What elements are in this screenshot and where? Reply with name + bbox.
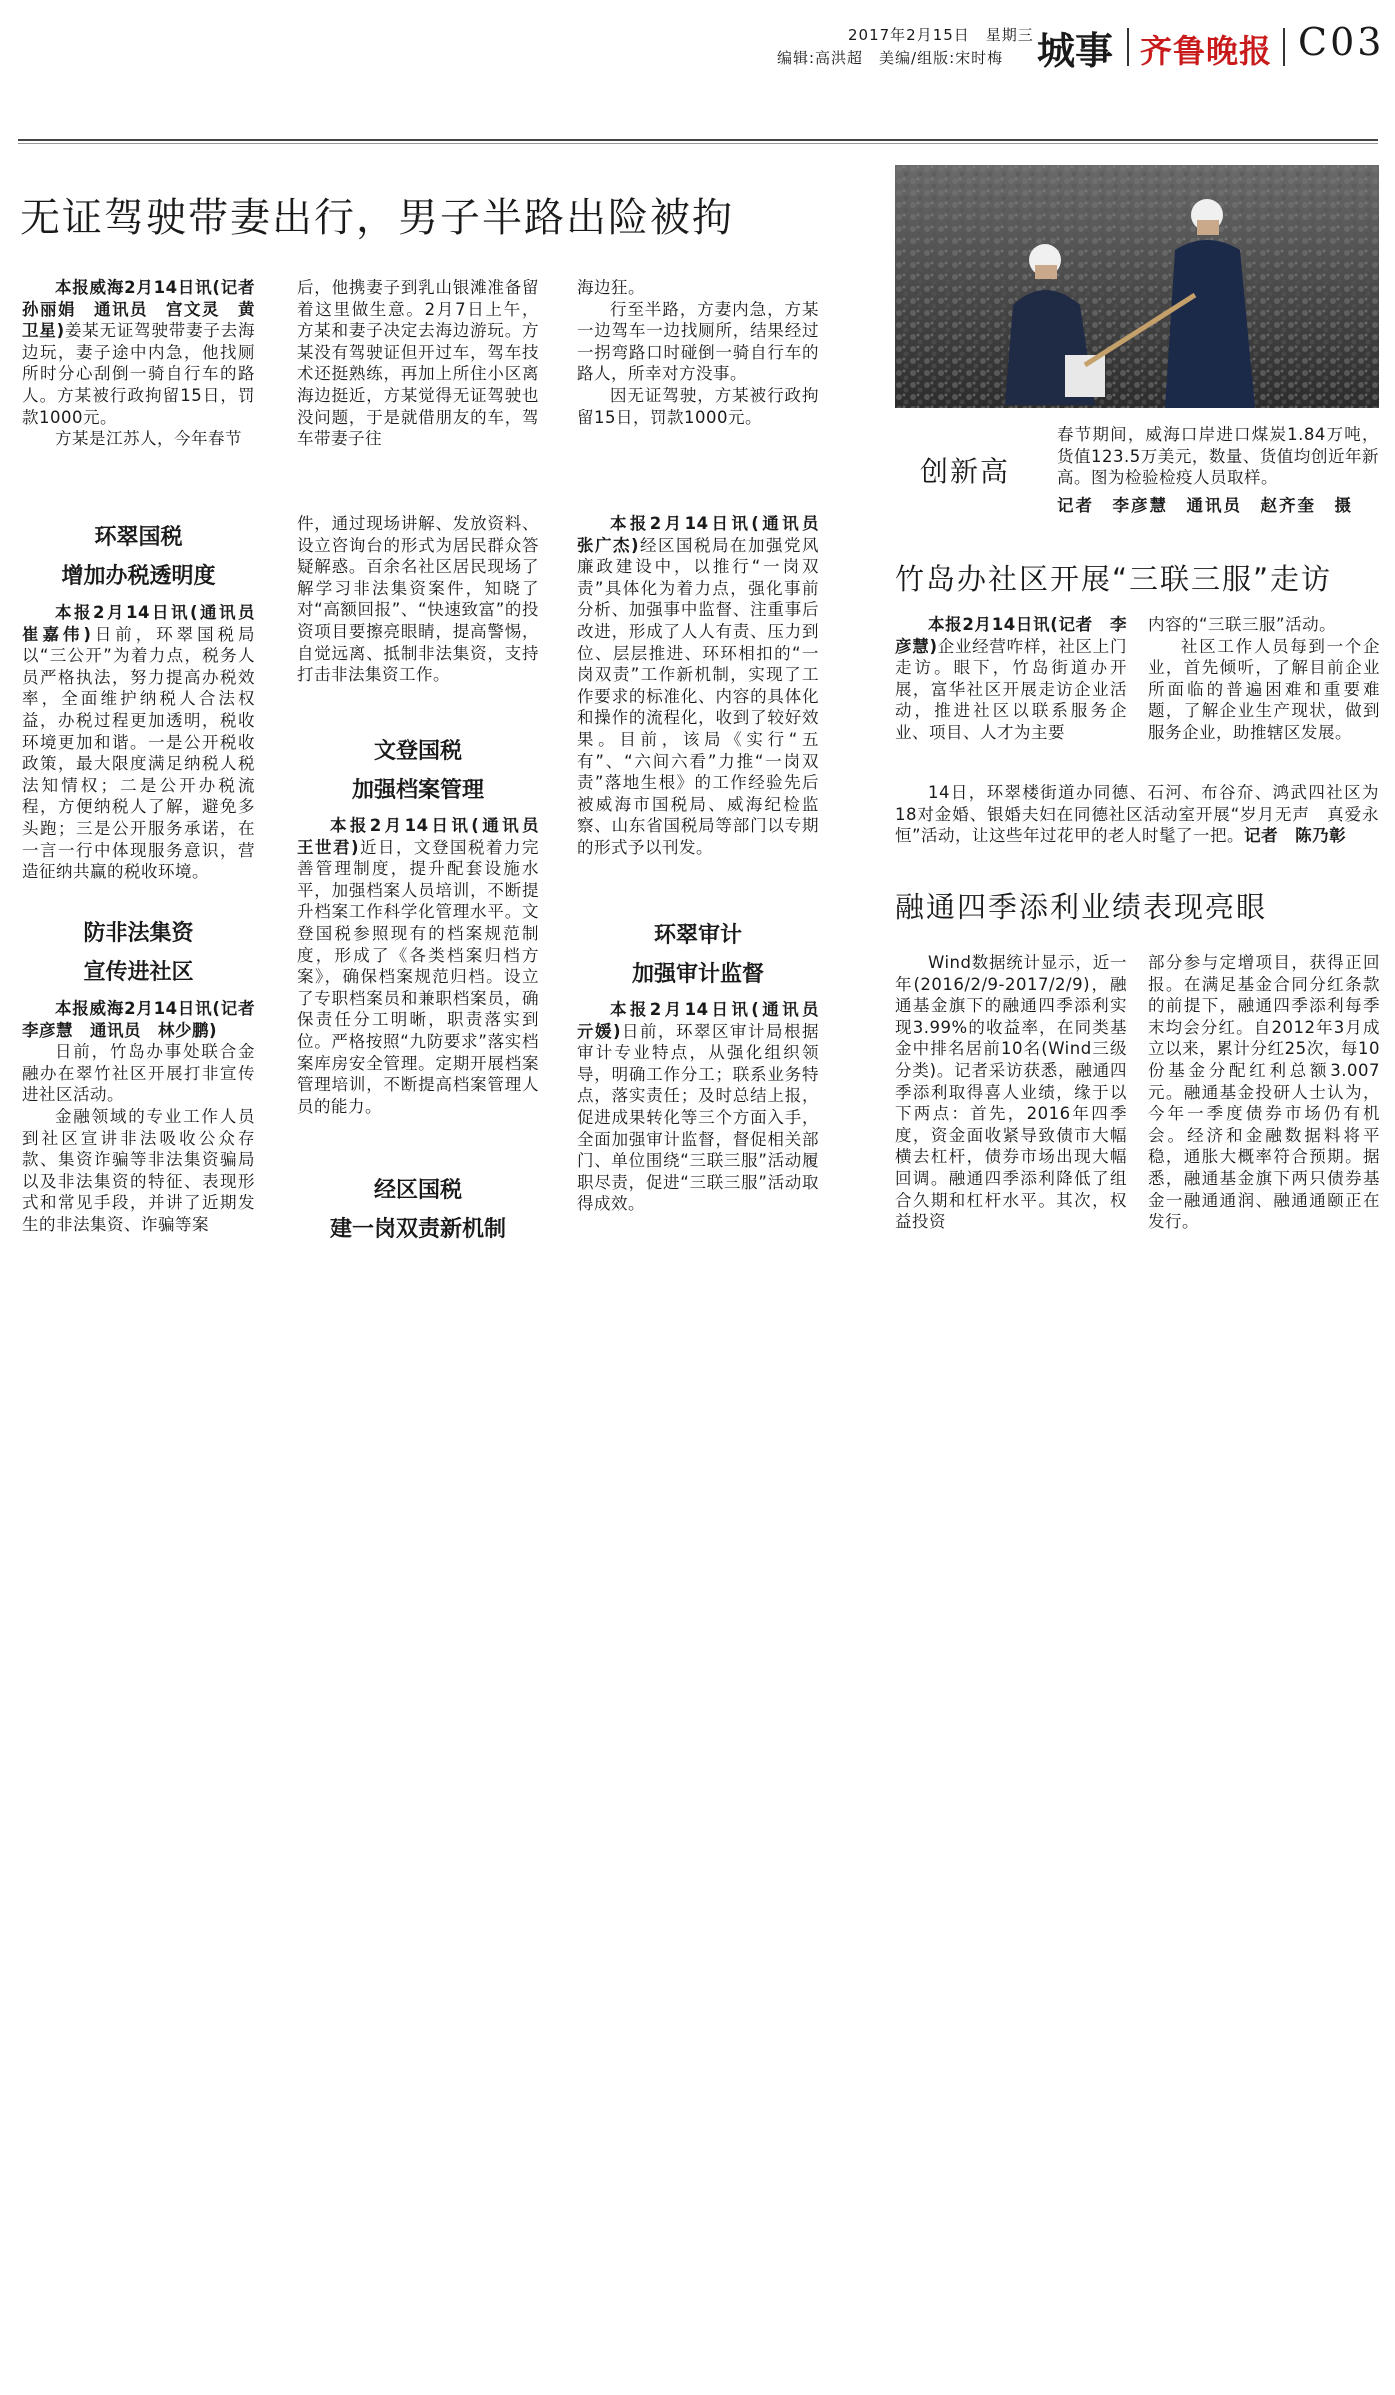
article-paragraph: 海边狂。 <box>577 278 645 297</box>
article-lead: 本报威海2月14日讯(记者 孙丽娟 通讯员 宫文灵 黄卫星) <box>22 278 272 341</box>
photo-title: 创新高 <box>920 455 1011 488</box>
brief-subheading: 加强档案管理 <box>351 778 484 803</box>
brief-lead: 本报威海2月14日讯(记者 李彦慧 通讯员 林少鹏) <box>22 999 272 1040</box>
article-headline: 竹岛办社区开展“三联三服”走访 <box>895 562 1333 596</box>
article-headline: 无证驾驶带妻出行，男子半路出险被拘 <box>20 195 734 241</box>
article-column <box>895 614 1127 744</box>
header-divider <box>1283 28 1285 66</box>
brief-body <box>22 998 272 1236</box>
brief-lead: 本报2月14日讯(通讯员 亓媛) <box>577 1000 836 1041</box>
brief-lead: 本报2月14日讯(通讯员 崔嘉伟) <box>22 603 272 644</box>
brief-text: 14日，环翠楼街道办同德、石河、布谷夼、鸿武四社区为18对金婚、银婚夫妇在同德社区活动室开展“岁月无声 真爱永恒”活动，让这些年过花甲的老人时髦了一把。 <box>895 783 1379 846</box>
brief-body <box>22 602 272 883</box>
article-paragraph: 后，他携妻子到乳山银滩准备留着这里做生意。2月7日上午，方某和妻子决定去海边游玩。方某没有驾驶证但开过车，驾车技术还挺熟练，再加上所住小区离海边挺近，方某觉得无证驾驶也没问题，于是就借朋友的车，驾车带妻子往 <box>297 278 539 449</box>
article-paragraph: 社区工作人员每到一个企业，首先倾听，了解目前企业所面临的普遍困难和重要难题，了解企业生产现状，做到服务企业，助推辖区发展。 <box>1148 636 1380 742</box>
brief-body <box>297 815 556 1117</box>
article-column <box>895 952 1127 1233</box>
news-brief <box>895 782 1379 847</box>
article-paragraph: 方某是江苏人，今年春节 <box>55 429 242 449</box>
news-photo <box>895 165 1379 408</box>
brief-text: 金融领域的专业工作人员到社区宣讲非法吸收公众存款、集资诈骗等非法集资骗局以及非法集资的特征、表现形式和常见手段，并讲了近期发生的非法集资、诈骗等案 <box>22 1106 255 1234</box>
article-column <box>22 277 272 450</box>
article-body: 企业经营咋样，社区上门走访。眼下，竹岛街道办开展，富华社区开展走访企业活动，推进社区以联系服务企业、项目、人才为主要 <box>895 636 1127 742</box>
brief-body <box>297 513 539 686</box>
brief-heading: 环翠审计 <box>653 923 742 948</box>
brief-lead: 本报2月14日讯(通讯员 张广杰) <box>577 514 836 555</box>
section-name: 城事 <box>1037 28 1114 73</box>
article-headline: 融通四季添利业绩表现亮眼 <box>895 890 1268 924</box>
photo-caption: 春节期间，威海口岸进口煤炭1.84万吨，货值123.5万美元，数量、货值均创近年新高。图为检验检疫人员取样。 <box>1057 425 1379 488</box>
article-paragraph: 因无证驾驶，方某被行政拘留15日，罚款1000元。 <box>577 385 819 427</box>
article-column <box>577 277 819 428</box>
header-rule <box>18 139 1378 141</box>
brief-text: 近日，文登国税着力完善管理制度，提升配套设施水平，加强档案人员培训，不断提升档案工作科学化管理水平。文登国税参照现有的档案规范制度，形成了《各类档案归档方案》，确保档案规范归档。设立了专职档案员和兼职档案员，确保责任分工明晰，职责落实到位。严格按照“九防要求”落实档案库房安全管理。定期开展档案管理培训，不断提高档案管理人员的能力。 <box>297 837 539 1116</box>
brief-heading: 文登国税 <box>373 739 462 764</box>
brief-text: 日前，环翠区审计局根据审计专业特点，从强化组织领导，明确工作分工；联系业务特点，落实责任；及时总结上报，促进成果转化等三个方面入手，全面加强审计监督，督促相关部门、单位围绕“三联三服”活动履职尽责，促进“三联三服”活动取得成效。 <box>577 1021 820 1214</box>
article-paragraph: 内容的“三联三服”活动。 <box>1148 615 1337 634</box>
brief-body <box>577 513 836 859</box>
brief-heading: 防非法集资 <box>83 921 194 946</box>
article-body: 姜某无证驾驶带妻子去海边玩，妻子途中内急，他找厕所时分心刮倒一骑自行车的路人。方某被行政拘留15日，罚款1000元。 <box>22 321 256 427</box>
article-column <box>1148 952 1380 1233</box>
coal-inspection-photo <box>895 165 1379 408</box>
article-lead: 本报2月14日讯(记者 李彦慧) <box>895 615 1127 656</box>
brief-subheading: 宣传进社区 <box>83 960 194 985</box>
brief-body <box>577 999 836 1215</box>
brief-heading: 经区国税 <box>373 1178 462 1203</box>
issue-date: 2017年2月15日 星期三 <box>848 26 1034 44</box>
brief-lead: 本报2月14日讯(通讯员 王世君) <box>297 816 556 857</box>
brief-text: 经区国税局在加强党风廉政建设中，以推行“一岗双责”具体化为着力点，强化事前分析、加强事中监督、注重事后改进，形成了人人有责、压力到位、层层推进、环环相扣的“一岗双责”工作新机制，实现了工作要求的标准化、内容的具体化和操作的流程化，收到了较好效果。目前，该局《实行“五有”、“六间六看”力推“一岗双责”落地生根》的工作经验先后被威海市国税局、威海纪检监察、山东省国税局等部门以专期的形式予以刊发。 <box>577 535 819 857</box>
article-paragraph: 行至半路，方妻内急，方某一边驾车一边找厕所，结果经过一拐弯路口时碰倒一骑自行车的路人，所幸对方没事。 <box>577 299 819 384</box>
page-number: C03 <box>1298 20 1385 64</box>
article-paragraph: Wind数据统计显示，近一年(2016/2/9-2017/2/9)，融通基金旗下的融通四季添利实现3.99%的收益率，在同类基金中排名居前10名(Wind三级分类)。记者采访获悉，融通四季添利取得喜人业绩，缘于以下两点：首先，2016年四季度，资金面收紧导致债市大幅横去杠杆，债券市场出现大幅回调。融通四季添利降低了组合久期和杠杆水平。其次，权益投资 <box>895 953 1127 1232</box>
brief-text: 日前，竹岛办事处联合金融办在翠竹社区开展打非宣传进社区活动。 <box>22 1042 255 1105</box>
article-paragraph: 部分参与定增项目，获得正回报。在满足基金合同分红条款的前提下，融通四季添利每季末均会分红。自2012年3月成立以来，累计分红25次，每10份基金分配红利总额3.007元。融通基金投研人士认为，今年一季度债券市场仍有机会。经济和金融数据料将平稳，通胀大概率符合预期。据悉，融通基金旗下两只债券基金一融通通润、融通通颐正在发行。 <box>1148 953 1380 1232</box>
brief-subheading: 增加办税透明度 <box>61 564 216 589</box>
newspaper-logo: 齐鲁晚报 <box>1140 32 1273 70</box>
editor-credits: 编辑:高洪超 美编/组版:宋时梅 <box>777 49 1004 67</box>
brief-credit: 记者 陈乃彰 <box>1244 826 1347 846</box>
header-divider <box>1127 28 1129 66</box>
brief-text: 件，通过现场讲解、发放资料、设立咨询台的形式为居民群众答疑解惑。百余名社区居民现场了解学习非法集资案件，知晓了对“高额回报”、“快速致富”的投资项目要擦亮眼睛，提高警惕，自觉远离、抵制非法集资，支持打击非法集资工作。 <box>297 514 539 685</box>
brief-heading: 环翠国税 <box>94 525 183 550</box>
header-rule-thin <box>18 143 1378 144</box>
brief-subheading: 加强审计监督 <box>631 962 764 987</box>
article-column <box>1148 614 1380 744</box>
brief-subheading: 建一岗双责新机制 <box>329 1217 506 1242</box>
article-column <box>297 277 539 450</box>
photo-credit: 记者 李彦慧 通讯员 赵齐奎 摄 <box>1057 496 1353 515</box>
brief-text: 日前，环翠国税局以“三公开”为着力点，税务人员严格执法，努力提高办税效率，全面维护纳税人合法权益，办税过程更加透明，税收环境更加和谐。一是公开税收政策，最大限度满足纳税人税法知情权；二是公开办税流程，方便纳税人了解，避免多头跑；三是公开服务承诺，在一言一行中体现服务意识，营造征纳共赢的税收环境。 <box>22 624 256 882</box>
